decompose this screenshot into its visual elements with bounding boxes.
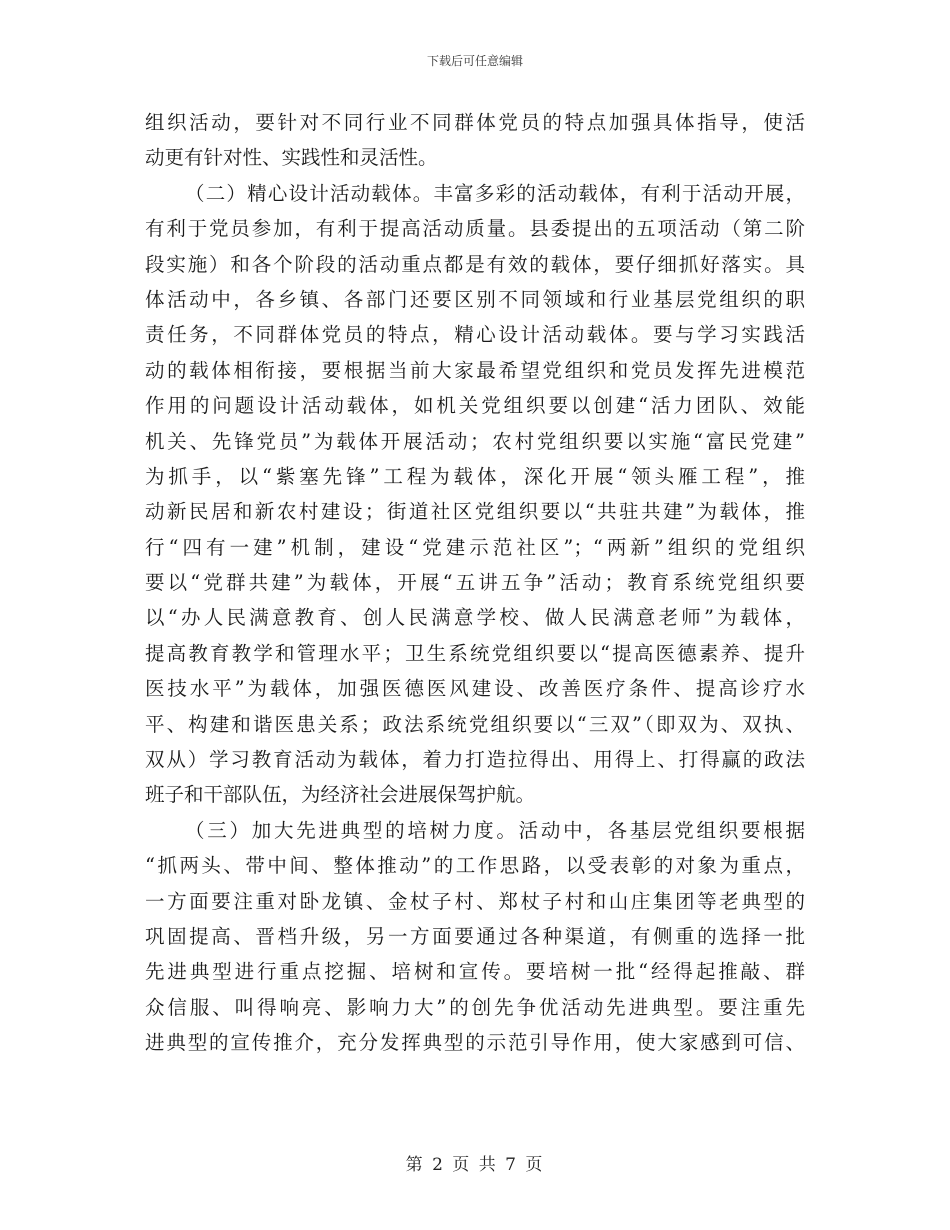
body-line: 行“四有一建”机制，建设“党建示范社区”；“两新”组织的党组织 (145, 535, 805, 559)
body-line: 要以“党群共建”为载体，开展“五讲五争”活动；教育系统党组织要 (145, 571, 805, 595)
body-line: （二）精心设计活动载体。丰富多彩的活动载体，有利于活动开展， (185, 181, 805, 205)
body-line: 进典型的宣传推介，充分发挥典型的示范引导作用，使大家感到可信、 (145, 1031, 805, 1055)
body-line: 巩固提高、晋档升级，另一方面要通过各种渠道，有侧重的选择一批 (145, 924, 805, 948)
body-line: 提高教育教学和管理水平；卫生系统党组织要以“提高医德素养、提升 (145, 641, 805, 665)
body-line: 先进典型进行重点挖掘、培树和宣传。要培树一批“经得起推敲、群 (145, 960, 805, 984)
body-line: 为抓手，以“紫塞先锋”工程为载体，深化开展“领头雁工程”，推 (145, 464, 805, 488)
body-line: 班子和干部队伍，为经济社会进展保驾护航。 (145, 783, 536, 807)
body-line: 段实施）和各个阶段的活动重点都是有效的载体，要仔细抓好落实。具 (145, 252, 805, 276)
body-line: 责任务，不同群体党员的特点，精心设计活动载体。要与学习实践活 (145, 323, 805, 347)
body-line: “抓两头、带中间、整体推动”的工作思路，以受表彰的对象为重点， (145, 854, 805, 878)
body-line: 平、构建和谐医患关系；政法系统党组织要以“三双”（即双为、双执、 (145, 712, 805, 736)
body-line: 机关、先锋党员”为载体开展活动；农村党组织要以实施“富民党建” (145, 429, 805, 453)
body-line: 动的载体相衔接，要根据当前大家最希望党组织和党员发挥先进模范 (145, 358, 805, 382)
document-body (145, 105, 805, 1061)
body-line: 医技水平”为载体，加强医德医风建设、改善医疗条件、提高诊疗水 (145, 677, 805, 701)
body-line: 组织活动，要针对不同行业不同群体党员的特点加强具体指导，使活 (145, 111, 805, 134)
body-line: 体活动中，各乡镇、各部门还要区别不同领域和行业基层党组织的职 (145, 287, 805, 311)
page-header-note: 下载后可任意编辑 (426, 54, 523, 68)
page-number: 第 2 页 共 7 页 (405, 1155, 545, 1175)
body-line: 动更有针对性、实践性和灵活性。 (145, 146, 438, 170)
body-line: 一方面要注重对卧龙镇、金杖子村、郑杖子村和山庄集团等老典型的 (145, 889, 805, 913)
body-line: 有利于党员参加，有利于提高活动质量。县委提出的五项活动（第二阶 (145, 217, 805, 241)
body-line: 众信服、叫得响亮、影响力大”的创先争优活动先进典型。要注重先 (145, 995, 805, 1019)
body-line: 作用的问题设计活动载体，如机关党组织要以创建“活力团队、效能 (145, 394, 805, 418)
body-line: 动新民居和新农村建设；街道社区党组织要以“共驻共建”为载体，推 (145, 500, 805, 524)
body-line: 双从）学习教育活动为载体，着力打造拉得出、用得上、打得赢的政法 (145, 748, 805, 772)
body-line: （三）加大先进典型的培树力度。活动中，各基层党组织要根据 (185, 818, 805, 842)
body-line: 以“办人民满意教育、创人民满意学校、做人民满意老师”为载体， (145, 606, 805, 630)
